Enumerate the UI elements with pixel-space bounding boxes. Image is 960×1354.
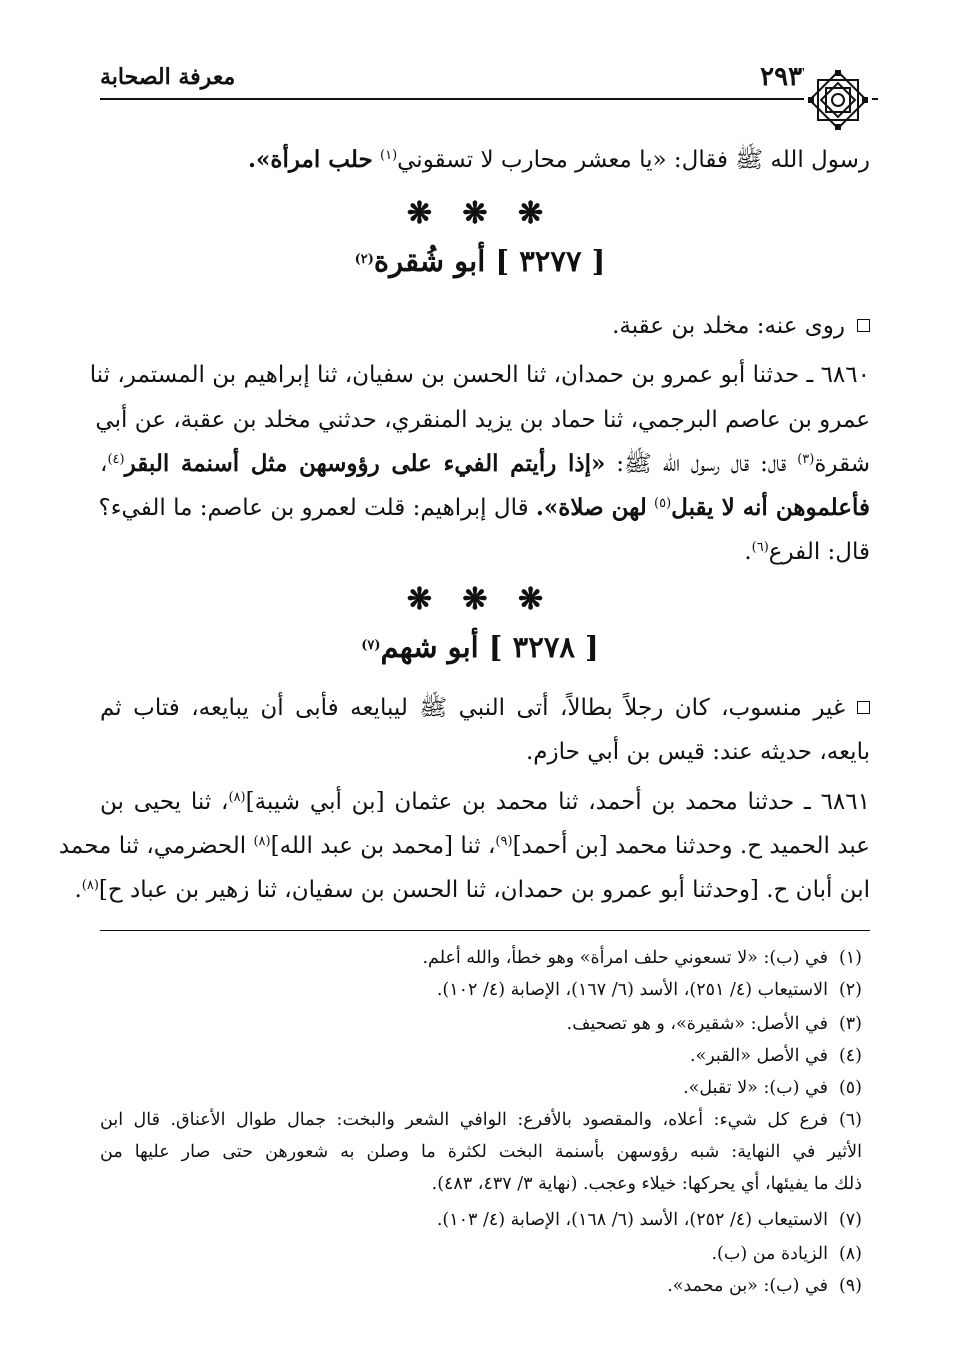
entry-3278-line-2: بايعه، حديثه عند: قيس بن أبي حازم. xyxy=(526,739,870,765)
entry-3278-line-1: غير منسوب، كان رجلاً بطالاً، أتى النبي ﷺ ليبايعه فأبى أن يبايعه، فتاب ثم xyxy=(100,688,870,728)
square-bullet-icon xyxy=(857,319,870,332)
header-rule xyxy=(100,98,878,100)
footnote-2: (٢)الاستيعاب (٤/ ٢٥١)، الأسد (٦/ ١٦٧)، الإصابة (٤/ ١٠٢). xyxy=(436,980,862,1000)
hadith-6860-line-4: فأعلموهن أنه لا يقبل$^{(٥)}$ لهن صلاة». قال إبراهيم: قلت لعمرو بن عاصم: ما الفيء؟ xyxy=(98,494,870,521)
footnote-6-line-2: الأثير في النهاية: شبه رؤوسهن بأسنمة البخت لكثرة ما وصلن به شعورهن حتى صار عليها من xyxy=(100,1142,862,1162)
narrator-line: روى عنه: مخلد بن عقبة. xyxy=(100,306,870,346)
footnote-ref: (١) xyxy=(380,148,398,163)
entry-title-3278: [ ٣٢٧٨ ] أبو شهم$^{(٧)}$ xyxy=(361,630,599,664)
page-number: ٢٩٣٢ xyxy=(760,62,816,92)
footnote-4: (٤)في الأصل «القبر». xyxy=(690,1046,862,1066)
hadith-6861-line-3: ابن أبان ح. [وحدثنا أبو عمرو بن حمدان، ثنا الحسن بن سفيان، ثنا زهير بن عباد ح]$^{(٨)}$. xyxy=(74,877,870,903)
page-header xyxy=(100,58,878,98)
hadith-6860-line-5: قال: الفرع$^{(٦)}$. xyxy=(744,539,870,565)
octagram-ornament-icon xyxy=(804,66,872,134)
footnote-1: (١)في (ب): «لا تسعوني حلف امرأة» وهو خطأ، والله أعلم. xyxy=(422,948,862,968)
footnote-rule xyxy=(100,930,870,931)
footnote-9: (٩)في (ب): «بن محمد». xyxy=(667,1276,862,1296)
footnote-6-line-1: (٦)فرع كل شيء: أعلاه، والمقصود بالأفرع: الوافي الشعر والبخت: جمال طوال الأعناق. قال ابن xyxy=(100,1110,862,1130)
section-separator: ❋ ❋ ❋ xyxy=(406,196,554,231)
hadith-6861-line-2: عبد الحميد ح. وحدثنا محمد [بن أحمد]$^{(٩)}$، ثنا [محمد بن عبد الله]$^{(٨)}$ الحضرمي، ثنا محمد xyxy=(58,833,870,859)
hadith-6860-line-3: شقرة$^{(٣)}$ قال: قال رسول الله ﷺ: «إذا رأيتم الفيء على رؤوسهن مثل أسنمة البقر$^{(٤)}$، xyxy=(100,450,870,477)
footnote-3: (٣)في الأصل: «شقيرة»، و هو تصحيف. xyxy=(566,1014,862,1034)
hadith-6860-line-1: ٦٨٦٠ ـ حدثنا أبو عمرو بن حمدان، ثنا الحسن بن سفيان، ثنا إبراهيم بن المستمر، ثنا xyxy=(89,362,870,388)
footnote-6-line-3: ذلك ما يفيئها، أي يحركها: خيلاء وعجب. (نهاية ٣/ ٤٣٧، ٤٨٣). xyxy=(431,1174,862,1194)
square-bullet-icon xyxy=(857,701,870,714)
footnote-5: (٥)في (ب): «لا تقبل». xyxy=(683,1078,862,1098)
hadith-6861-line-1: ٦٨٦١ ـ حدثنا محمد بن أحمد، ثنا محمد بن عثمان [بن أبي شيبة]$^{(٨)}$، ثنا يحيى بن xyxy=(100,789,870,815)
running-title: معرفة الصحابة xyxy=(100,64,236,90)
footnote-7: (٧)الاستيعاب (٤/ ٢٥٢)، الأسد (٦/ ١٦٨)، الإصابة (٤/ ١٠٣). xyxy=(436,1210,862,1230)
hadith-6860-line-2: عمرو بن عاصم البرجمي، ثنا حماد بن يزيد المنقري، حدثني مخلد بن عقبة، عن أبي xyxy=(95,407,870,433)
continuation-line: رسول الله ﷺ فقال: «يا معشر محارب لا تسقوني$^{(١)}$ حلب امرأة». xyxy=(248,146,870,173)
section-separator: ❋ ❋ ❋ xyxy=(406,582,554,617)
footnote-8: (٨)الزيادة من (ب). xyxy=(711,1244,862,1264)
entry-title-3277: [ ٣٢٧٧ ] أبو شُقرة$^{(٢)}$ xyxy=(354,244,606,278)
